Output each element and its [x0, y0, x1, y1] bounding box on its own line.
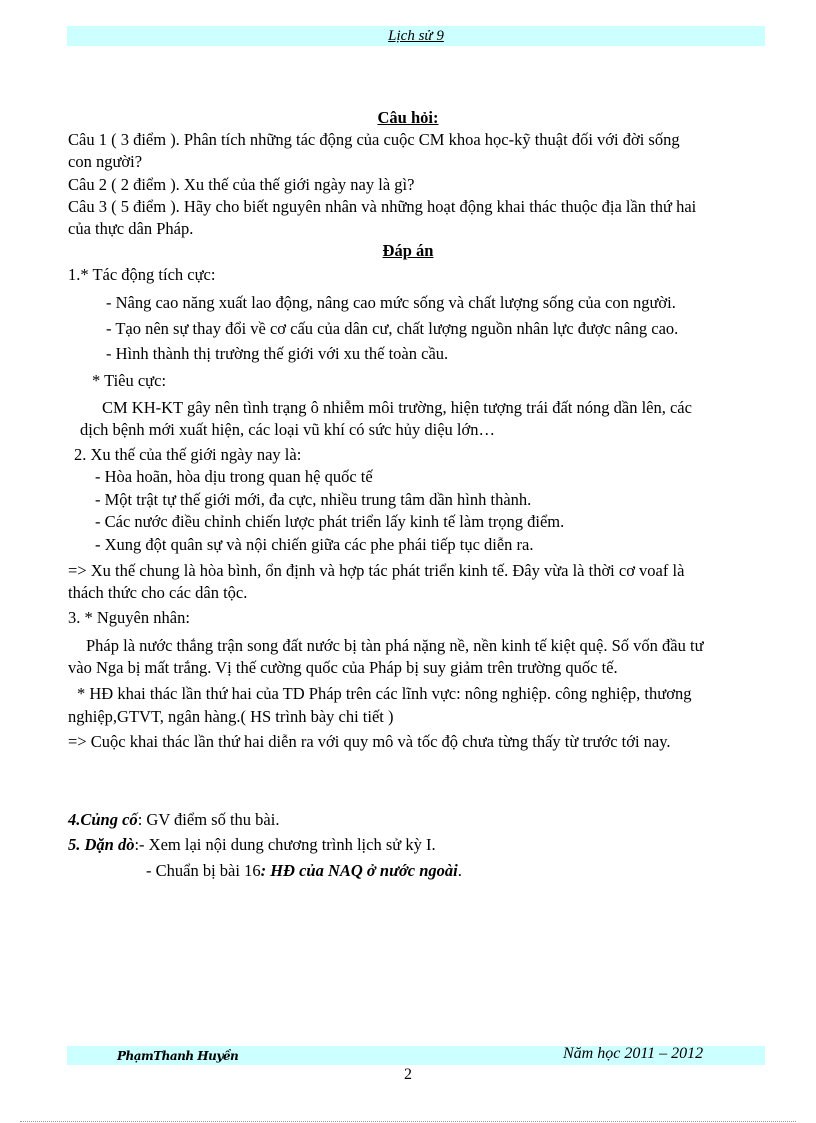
answer-3-activity-line-1: * HĐ khai thác lần thứ hai của TD Pháp trên các lĩnh vực: nông nghiệp. công nghiệp, thương	[77, 684, 692, 703]
answer-2-conclusion-line-1: => Xu thế chung là hòa bình, ổn định và hợp tác phát triển kinh tế. Đây vừa là thời cơ voaf là	[68, 561, 685, 580]
question-2: Câu 2 ( 2 điểm ). Xu thế của thế giới ngày nay là gì?	[68, 175, 415, 194]
answer-1-negative-heading: * Tiêu cực:	[92, 371, 167, 390]
answer-2-item: - Một trật tự thế giới mới, đa cực, nhiều trung tâm dần hình thành.	[95, 490, 532, 509]
footer-school-year: Năm học 2011 – 2012	[563, 1045, 704, 1062]
answer-2-item: - Các nước điều chỉnh chiến lược phát triển lấy kinh tế làm trọng điểm.	[95, 512, 565, 531]
prepare-text: - Chuẩn bị bài 16	[146, 861, 261, 880]
header-band	[67, 26, 765, 46]
answer-1-negative-line-1: CM KH-KT gây nên tình trạng ô nhiễm môi trường, hiện tượng trái đất nóng dần lên, các	[102, 398, 692, 417]
question-1-line-1: Câu 1 ( 3 điểm ). Phân tích những tác động của cuộc CM khoa học-kỹ thuật đối với đời sống	[68, 130, 680, 149]
page-number: 2	[404, 1066, 412, 1083]
homework-text: :- Xem lại nội dung chương trình lịch sử kỳ I.	[134, 835, 436, 854]
question-3-line-2: của thực dân Pháp.	[68, 219, 194, 238]
answer-3-cause-line-1: Pháp là nước thắng trận song đất nước bị tàn phá nặng nề, nền kinh tế kiệt quệ. Số vốn đầu tư	[86, 636, 704, 655]
answer-1-negative-line-2: dịch bệnh mới xuất hiện, các loại vũ khí có sức hủy diệu lớn…	[80, 420, 495, 439]
question-3-line-1: Câu 3 ( 5 điểm ). Hãy cho biết nguyên nhân và những hoạt động khai thác thuộc địa lần thứ hai	[68, 197, 697, 216]
consolidate-label: 4.Củng cố	[68, 810, 138, 829]
answer-3-conclusion: => Cuộc khai thác lần thứ hai diễn ra với quy mô và tốc độ chưa từng thấy từ trước tới nay.	[68, 732, 671, 751]
answer-2-item: - Hòa hoãn, hòa dịu trong quan hệ quốc tế	[95, 467, 373, 486]
answer-2-heading: 2. Xu thế của thế giới ngày nay là:	[74, 445, 302, 464]
homework-label: 5. Dặn dò	[68, 835, 135, 854]
questions-title: Câu hỏi:	[377, 108, 439, 127]
answer-3-heading: 3. * Nguyên nhân:	[68, 608, 190, 627]
answer-1-item: - Tạo nên sự thay đổi về cơ cấu của dân cư, chất lượng nguồn nhân lực được nâng cao.	[106, 319, 679, 338]
consolidate-text: : GV điểm số thu bài.	[137, 810, 280, 829]
answer-1-item: - Nâng cao năng xuất lao động, nâng cao mức sống và chất lượng sống của con người.	[106, 293, 676, 312]
question-1-line-2: con người?	[68, 152, 143, 171]
prepare-line	[146, 860, 462, 882]
consolidate-line	[68, 809, 279, 831]
footer-author: PhạmThanh Huyền	[117, 1049, 239, 1063]
answer-2-conclusion-line-2: thách thức cho các dân tộc.	[68, 583, 248, 602]
answer-2-item: - Xung đột quân sự và nội chiến giữa các phe phái tiếp tục diễn ra.	[95, 535, 534, 554]
answer-3-cause-line-2: vào Nga bị mất trắng. Vị thế cường quốc của Pháp bị suy giảm trên trường quốc tế.	[68, 658, 618, 677]
answer-1-item: - Hình thành thị trường thế giới với xu thế toàn cầu.	[106, 344, 449, 363]
prepare-lesson: : HĐ của NAQ ở nước ngoài	[260, 861, 458, 880]
answers-title: Đáp án	[382, 241, 434, 260]
answer-1-heading: 1.* Tác động tích cực:	[68, 265, 216, 284]
prepare-end: .	[457, 861, 462, 880]
answer-3-activity-line-2: nghiệp,GTVT, ngân hàng.( HS trình bày chi tiết )	[68, 707, 394, 726]
homework-line	[68, 834, 436, 856]
header-subject: Lịch sử 9	[388, 28, 444, 44]
page-bottom-divider	[20, 1121, 796, 1122]
